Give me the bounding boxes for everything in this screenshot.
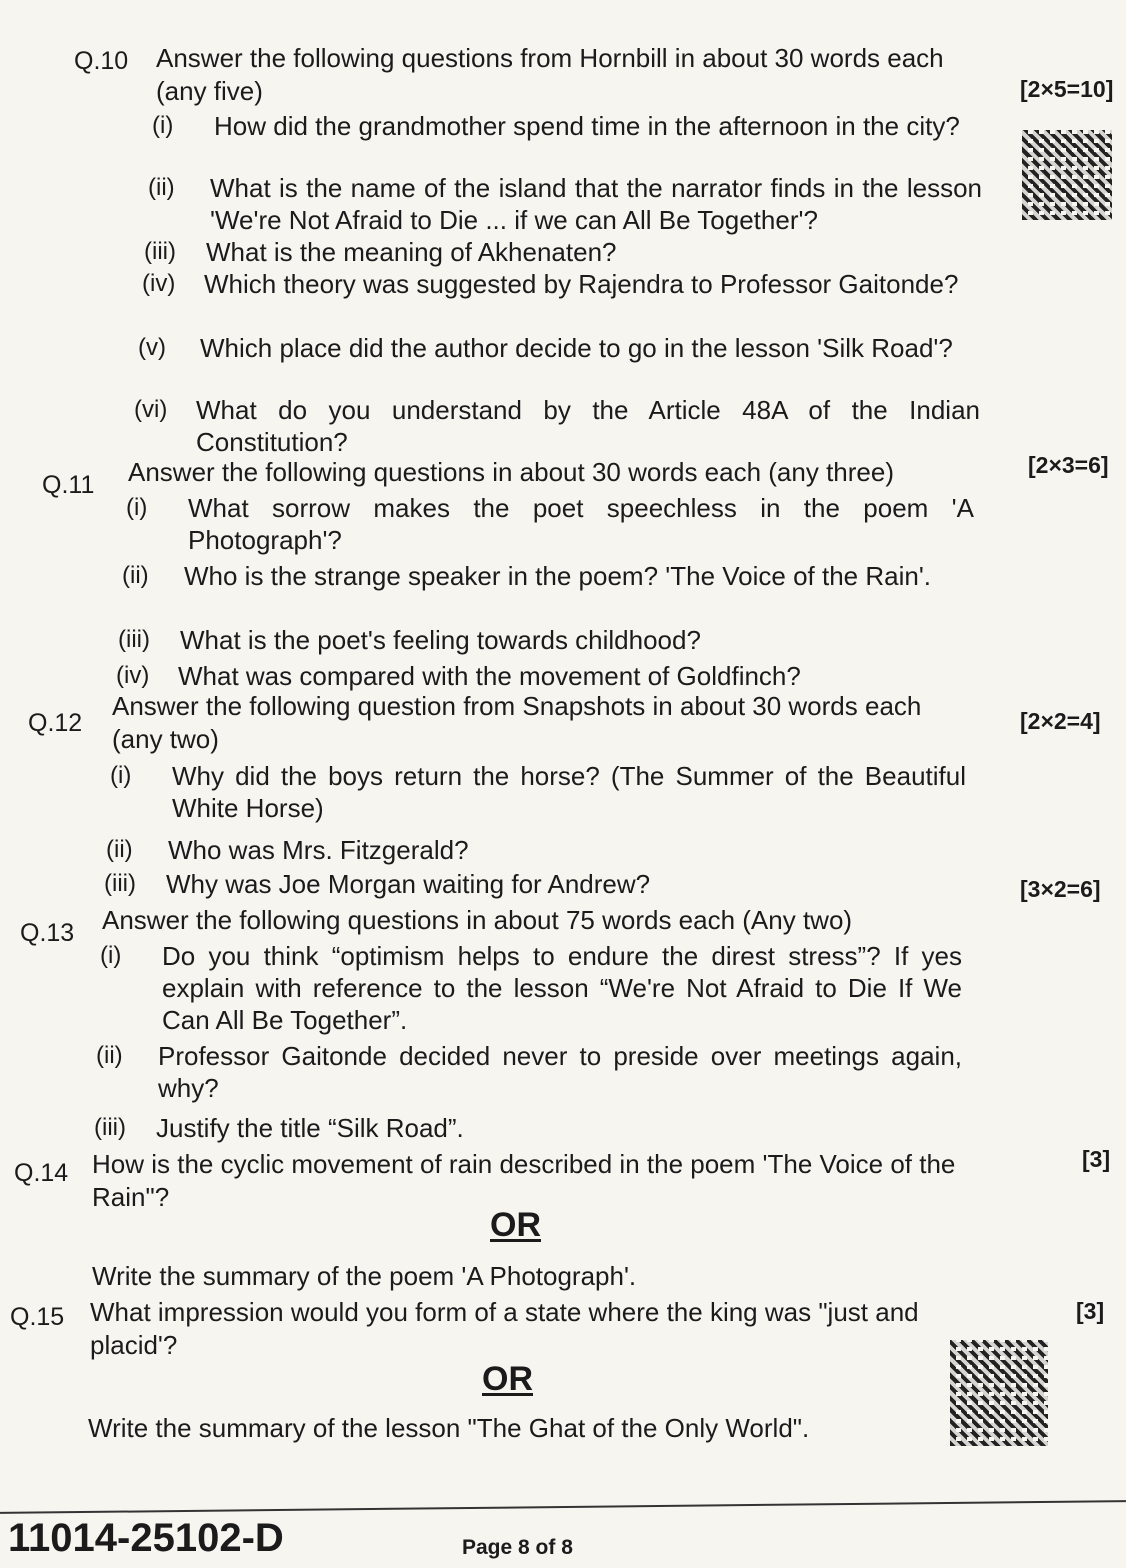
question-number: Q.14 (14, 1159, 69, 1187)
sub-question: (iii) Why was Joe Morgan waiting for Andrew? (104, 869, 651, 899)
question-marks: [3×2=6] (1020, 876, 1101, 902)
question-text: Answer the following questions in about 30 words each (any three) (128, 457, 894, 487)
sub-question: (iii) What is the poet's feeling towards childhood? (118, 625, 701, 655)
sub-question: (iv) Which theory was suggested by Rajendra to Professor Gaitonde? (142, 269, 959, 299)
footer-rule (0, 1500, 1126, 1514)
qr-code-bottom (950, 1340, 1048, 1446)
question-text: Answer the following question from Snapshots in about 30 words each (any two) (112, 691, 922, 754)
or-divider: OR (490, 1206, 541, 1244)
question-marks: [2×5=10] (1020, 76, 1114, 102)
paper-code: 11014-25102-D (8, 1516, 284, 1560)
question-text: Answer the following questions from Hornbill in about 30 words each (any five) (156, 43, 944, 106)
page-number: Page 8 of 8 (462, 1536, 573, 1559)
or-divider: OR (482, 1360, 533, 1398)
sub-question: (ii) Who was Mrs. Fitzgerald? (106, 835, 469, 865)
sub-question: (i) What sorrow makes the poet speechless in the poem 'A Photograph'? (126, 493, 974, 555)
sub-question: (vi) What do you understand by the Article 48A of the Indian Constitution? (134, 395, 980, 457)
qr-code-top (1022, 130, 1112, 220)
question-number: Q.15 (10, 1303, 65, 1331)
sub-question: (iv) What was compared with the movement of Goldfinch? (116, 661, 801, 691)
sub-question: (v) Which place did the author decide to go in the lesson 'Silk Road'? (138, 333, 953, 363)
sub-question: (ii) What is the name of the island that the narrator finds in the lesson 'We're Not Afraid to Die ... if we can All Be Together'? (148, 173, 982, 235)
question-number: Q.10 (74, 47, 129, 75)
question-marks: [3] (1082, 1146, 1111, 1172)
sub-question: (i) Do you think “optimism helps to endure the direst stress”? If yes explain with reference to the lesson “We're Not Afraid to Die If We Can All Be Together”. (100, 941, 962, 1035)
sub-question: (ii) Professor Gaitonde decided never to preside over meetings again, why? (96, 1041, 962, 1103)
question-number: Q.12 (28, 709, 83, 737)
question-text: What impression would you form of a state where the king was "just and placid'? (90, 1297, 919, 1360)
sub-question: (iii) Justify the title “Silk Road”. (94, 1113, 464, 1143)
alternative-question: Write the summary of the poem 'A Photograph'. (92, 1261, 637, 1291)
question-text: Answer the following questions in about 75 words each (Any two) (102, 905, 853, 935)
question-marks: [3] (1076, 1298, 1105, 1324)
question-number: Q.11 (42, 471, 95, 499)
alternative-question: Write the summary of the lesson "The Ghat of the Only World". (88, 1413, 810, 1443)
question-marks: [2×3=6] (1028, 452, 1109, 478)
sub-question: (i) How did the grandmother spend time in the afternoon in the city? (152, 111, 960, 141)
sub-question: (ii) Who is the strange speaker in the poem? 'The Voice of the Rain'. (122, 561, 932, 591)
question-marks: [2×2=4] (1020, 708, 1101, 734)
sub-question: (i) Why did the boys return the horse? (The Summer of the Beautiful White Horse) (110, 761, 966, 823)
question-text: How is the cyclic movement of rain described in the poem 'The Voice of the Rain"? (92, 1149, 956, 1212)
sub-question: (iii) What is the meaning of Akhenaten? (144, 237, 617, 267)
question-number: Q.13 (20, 919, 75, 947)
